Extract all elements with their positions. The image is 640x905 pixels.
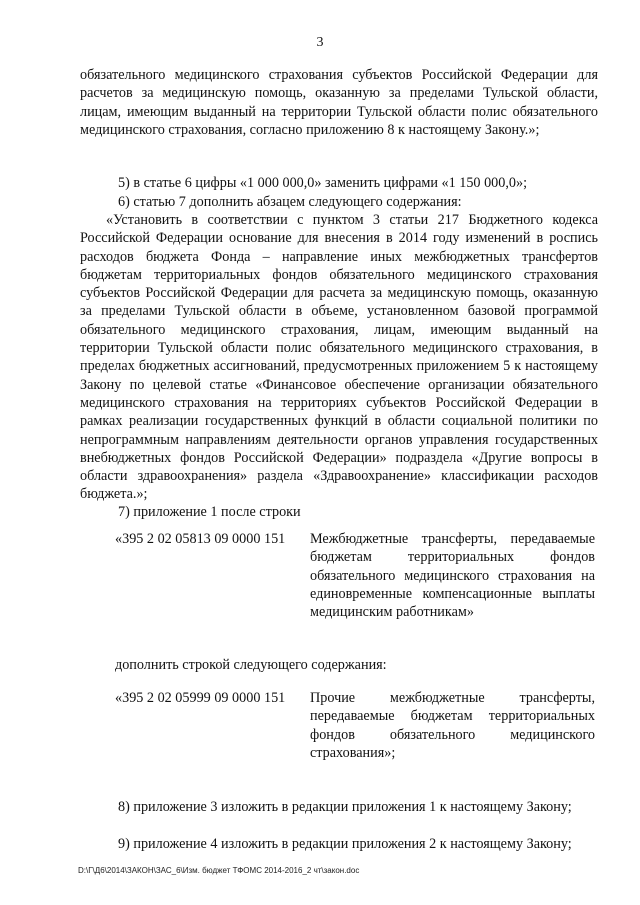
paragraph-item-6 xyxy=(80,193,598,211)
file-path-footer: D:\Г\Д6\2014\ЗАКОН\ЗАС_6\Изм. бюджет ТФОМС 2014-2016_2 чт\закон.doc xyxy=(78,866,360,875)
paragraph-item-7 xyxy=(80,503,598,521)
paragraph-continuation xyxy=(80,66,598,139)
paragraph-text: дополнить строкой следующего содержания: xyxy=(115,657,387,673)
paragraph-text: 6) статью 7 дополнить абзацем следующего содержания: xyxy=(118,194,462,210)
paragraph-quoted-amendment xyxy=(80,211,598,504)
page-number: 3 xyxy=(316,35,324,50)
budget-code-description: Прочие межбюджетные трансферты, передаваемые бюджетам территориальных фондов обязательного медицинского страхования»; xyxy=(310,690,595,761)
paragraph-add-line xyxy=(115,656,595,674)
budget-code: «395 2 02 05813 09 0000 151 xyxy=(115,531,286,547)
paragraph-item-5 xyxy=(80,174,598,192)
paragraph-text: 7) приложение 1 после строки xyxy=(118,504,301,520)
paragraph-text: 9) приложение 4 изложить в редакции приложения 2 к настоящему Закону; xyxy=(118,836,572,852)
budget-code: «395 2 02 05999 09 0000 151 xyxy=(115,690,286,706)
paragraph-text: обязательного медицинского страхования субъектов Российской Федерации для расчетов за медицинскую помощь, оказанную за пределами Тульской области, лицам, имеющим выданный на территории Тульской области полис обязательного медицинского страхования, согласно приложению 8 к настоящему Закону.»; xyxy=(80,67,598,138)
paragraph-item-9 xyxy=(80,835,598,853)
paragraph-text: 5) в статье 6 цифры «1 000 000,0» заменить цифрами «1 150 000,0»; xyxy=(118,175,528,191)
budget-code-description: Межбюджетные трансферты, передаваемые бюджетам территориальных фондов обязательного медицинского страхования на единовременные компенсационные выплаты медицинским работникам» xyxy=(310,531,595,621)
paragraph-text: «Установить в соответствии с пунктом 3 статьи 217 Бюджетного кодекса Российской Федерации основание для внесения в 2014 году изменений в роспись расходов бюджета Фонда – направление иных межбюджетных трансфертов бюджетам территориальных фондов обязательного медицинского страхования субъектов Российской Федерации для расчета за медицинскую помощь, оказанную за пределами Тульской области в объеме, установленном базовой программой обязательного медицинского страхования, лицам, имеющим выданный на территории Тульской области полис обязательного медицинского страхования, в пределах бюджетных ассигнований, предусмотренных приложением 5 к настоящему Закону по целевой статье «Финансовое обеспечение организации обязательного медицинского страхования на территориях субъектов Российской Федерации в рамках реализации государственных функций в области социальной политики по непрограммным направлениям деятельности органов управления государственных внебюджетных фондов Российской Федерации» подраздела «Другие вопросы в области здравоохранения» раздела «Здравоохранение» классификации расходов бюджета.»; xyxy=(80,212,598,503)
paragraph-text: 8) приложение 3 изложить в редакции приложения 1 к настоящему Закону; xyxy=(118,799,572,815)
paragraph-item-8 xyxy=(80,798,598,816)
